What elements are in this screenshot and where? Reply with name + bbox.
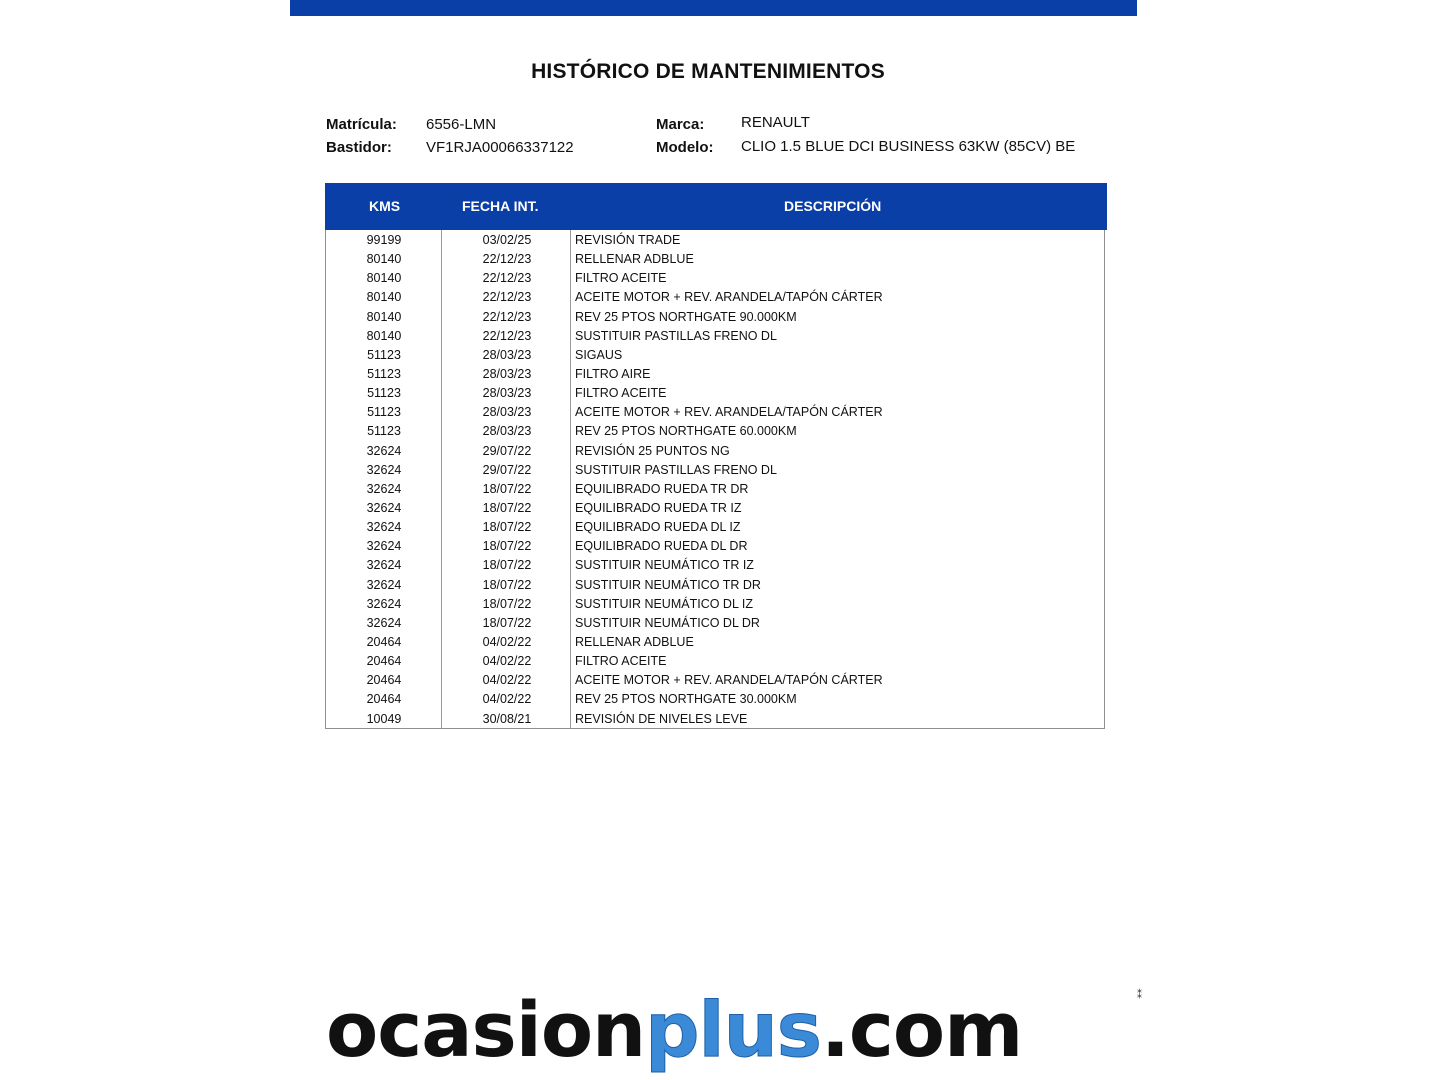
fecha-cell: 28/03/23	[482, 386, 532, 401]
pin-mark-icon: ⁑	[1137, 990, 1142, 1001]
fecha-cell: 28/03/23	[482, 366, 532, 381]
descripcion-cell: ACEITE MOTOR + REV. ARANDELA/TAPÓN CÁRTER	[575, 405, 883, 420]
descripcion-cell: SIGAUS	[575, 347, 623, 362]
table-body	[326, 231, 1104, 729]
table-header	[325, 183, 1107, 230]
fecha-cell: 30/08/21	[482, 711, 532, 726]
fecha-cell: 04/02/22	[482, 673, 532, 688]
kms-cell: 32624	[366, 596, 402, 611]
maintenance-table	[325, 183, 1105, 729]
kms-cell: 80140	[366, 309, 402, 324]
fecha-cell: 28/03/23	[482, 424, 532, 439]
kms-cell: 51123	[367, 366, 401, 381]
table-row	[326, 595, 1104, 614]
kms-cell: 32624	[366, 539, 402, 554]
table-row	[326, 461, 1104, 480]
kms-cell: 80140	[366, 328, 402, 343]
kms-cell: 32624	[366, 615, 402, 630]
table-row	[326, 269, 1104, 288]
kms-cell: 51123	[367, 424, 401, 439]
header-kms: KMS	[369, 198, 401, 214]
kms-cell: 80140	[366, 252, 402, 267]
fecha-cell: 04/02/22	[482, 692, 532, 707]
descripcion-cell: SUSTITUIR PASTILLAS FRENO DL	[575, 328, 777, 343]
descripcion-cell: EQUILIBRADO RUEDA TR DR	[575, 481, 749, 496]
table-row	[326, 308, 1104, 327]
top-banner-bar	[290, 0, 1137, 16]
table-row	[326, 288, 1104, 307]
table-row	[326, 633, 1104, 652]
kms-cell: 20464	[366, 692, 402, 707]
table-row	[326, 480, 1104, 499]
bastidor-label: Bastidor:	[326, 139, 392, 156]
modelo-value: CLIO 1.5 BLUE DCI BUSINESS 63KW (85CV) BE	[741, 138, 1076, 155]
table-row	[326, 710, 1104, 729]
table-row	[326, 537, 1104, 556]
table-row	[326, 690, 1104, 709]
kms-cell: 32624	[366, 462, 402, 477]
fecha-cell: 18/07/22	[482, 481, 532, 496]
table-row	[326, 576, 1104, 595]
kms-cell: 32624	[366, 577, 402, 592]
kms-cell: 51123	[367, 386, 401, 401]
kms-cell: 20464	[366, 634, 402, 649]
descripcion-cell: ACEITE MOTOR + REV. ARANDELA/TAPÓN CÁRTER	[575, 290, 883, 305]
descripcion-cell: FILTRO AIRE	[575, 366, 651, 381]
table-row	[326, 442, 1104, 461]
fecha-cell: 22/12/23	[482, 252, 532, 267]
fecha-cell: 28/03/23	[482, 347, 532, 362]
descripcion-cell: FILTRO ACEITE	[575, 654, 667, 669]
table-row	[326, 327, 1104, 346]
descripcion-cell: EQUILIBRADO RUEDA TR IZ	[575, 500, 742, 515]
page-title: HISTÓRICO DE MANTENIMIENTOS	[531, 60, 885, 83]
kms-cell: 32624	[366, 558, 402, 573]
table-row	[326, 403, 1104, 422]
kms-cell: 51123	[367, 405, 401, 420]
kms-cell: 80140	[366, 271, 402, 286]
kms-cell: 32624	[366, 443, 402, 458]
kms-cell: 20464	[366, 654, 402, 669]
fecha-cell: 18/07/22	[482, 539, 532, 554]
kms-cell: 80140	[366, 290, 402, 305]
table-row	[326, 614, 1104, 633]
descripcion-cell: REV 25 PTOS NORTHGATE 60.000KM	[575, 424, 797, 439]
fecha-cell: 22/12/23	[482, 328, 532, 343]
descripcion-cell: RELLENAR ADBLUE	[575, 634, 694, 649]
bastidor-value: VF1RJA00066337122	[426, 139, 574, 156]
fecha-cell: 03/02/25	[482, 233, 532, 247]
matricula-label: Matrícula:	[326, 116, 397, 133]
marca-label: Marca:	[656, 116, 705, 133]
table-row	[326, 499, 1104, 518]
fecha-cell: 28/03/23	[482, 405, 532, 420]
kms-cell: 32624	[366, 520, 402, 535]
table-row	[326, 231, 1104, 250]
descripcion-cell: SUSTITUIR NEUMÁTICO DL DR	[575, 615, 760, 630]
table-row	[326, 365, 1104, 384]
modelo-label: Modelo:	[656, 139, 714, 156]
fecha-cell: 18/07/22	[482, 500, 532, 515]
fecha-cell: 29/07/22	[482, 462, 532, 477]
marca-value: RENAULT	[741, 114, 810, 131]
fecha-cell: 18/07/22	[482, 577, 532, 592]
fecha-cell: 18/07/22	[482, 558, 532, 573]
kms-cell: 51123	[367, 347, 401, 362]
kms-cell: 32624	[366, 500, 402, 515]
descripcion-cell: EQUILIBRADO RUEDA DL DR	[575, 539, 748, 554]
fecha-cell: 04/02/22	[482, 634, 532, 649]
fecha-cell: 18/07/22	[482, 615, 532, 630]
descripcion-cell: REVISIÓN DE NIVELES LEVE	[575, 711, 748, 726]
kms-cell: 99199	[366, 233, 402, 247]
descripcion-cell: SUSTITUIR NEUMÁTICO DL IZ	[575, 596, 754, 611]
descripcion-cell: ACEITE MOTOR + REV. ARANDELA/TAPÓN CÁRTER	[575, 673, 883, 688]
descripcion-cell: SUSTITUIR NEUMÁTICO TR IZ	[575, 558, 754, 573]
fecha-cell: 04/02/22	[482, 654, 532, 669]
table-row	[326, 346, 1104, 365]
header-descripcion: DESCRIPCIÓN	[784, 198, 882, 214]
descripcion-cell: REVISIÓN 25 PUNTOS NG	[575, 443, 730, 458]
table-row	[326, 671, 1104, 690]
header-fecha: FECHA INT.	[462, 198, 539, 214]
fecha-cell: 29/07/22	[482, 443, 532, 458]
fecha-cell: 22/12/23	[482, 309, 532, 324]
table-row	[326, 250, 1104, 269]
descripcion-cell: REVISIÓN TRADE	[575, 233, 681, 247]
descripcion-cell: REV 25 PTOS NORTHGATE 90.000KM	[575, 309, 797, 324]
kms-cell: 10049	[366, 711, 402, 726]
kms-cell: 32624	[366, 481, 402, 496]
table-row	[326, 652, 1104, 671]
fecha-cell: 18/07/22	[482, 596, 532, 611]
descripcion-cell: EQUILIBRADO RUEDA DL IZ	[575, 520, 741, 535]
descripcion-cell: SUSTITUIR NEUMÁTICO TR DR	[575, 577, 761, 592]
kms-cell: 20464	[366, 673, 402, 688]
descripcion-cell: REV 25 PTOS NORTHGATE 30.000KM	[575, 692, 797, 707]
descripcion-cell: FILTRO ACEITE	[575, 386, 667, 401]
table-row	[326, 422, 1104, 441]
table-row	[326, 384, 1104, 403]
descripcion-cell: FILTRO ACEITE	[575, 271, 667, 286]
table-row	[326, 518, 1104, 537]
fecha-cell: 22/12/23	[482, 290, 532, 305]
descripcion-cell: SUSTITUIR PASTILLAS FRENO DL	[575, 462, 777, 477]
descripcion-cell: RELLENAR ADBLUE	[575, 252, 694, 267]
fecha-cell: 18/07/22	[482, 520, 532, 535]
table-row	[326, 556, 1104, 575]
matricula-value: 6556-LMN	[426, 116, 497, 133]
ocasionplus-logo: ocasionplus.com	[326, 985, 1023, 1074]
fecha-cell: 22/12/23	[482, 271, 532, 286]
